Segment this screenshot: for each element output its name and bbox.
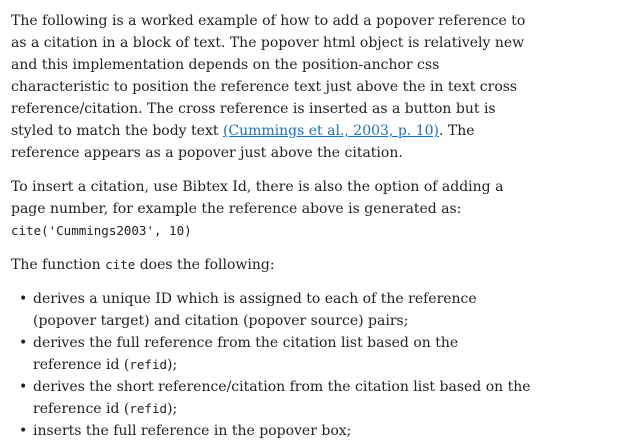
list-item (19, 420, 531, 442)
document-body (11, 10, 531, 442)
intro-paragraph (11, 10, 531, 164)
list-item-text-end: ); (167, 401, 178, 417)
bullet-icon: • (19, 335, 28, 351)
list-item-text: inserts the full reference in the popover box; (33, 423, 352, 439)
list-item-text: derives the full reference from the citation list based on the reference id ( (33, 335, 459, 373)
function-code: cite (105, 257, 136, 272)
usage-text: To insert a citation, use Bibtex Id, there is also the option of adding a page number, for example the reference above is generated as: (11, 179, 504, 217)
function-text-before: The function (11, 257, 106, 273)
citation-button[interactable]: (Cummings et al., 2003, p. 10) (223, 120, 439, 142)
bullet-icon: • (19, 291, 28, 307)
usage-paragraph (11, 176, 531, 242)
list-item-text: derives the short reference/citation from the citation list based on the reference id ( (33, 379, 531, 417)
list-item-text: derives a unique ID which is assigned to each of the reference (popover target) and citation (popover source) pairs; (33, 291, 477, 329)
function-text-after: does the following: (135, 257, 275, 273)
list-item-code: refid (129, 357, 168, 372)
intro-text-end: . The reference appears as a popover just above the citation. (11, 123, 475, 161)
bullet-icon: • (19, 423, 28, 439)
function-paragraph (11, 254, 531, 276)
intro-text: The following is a worked example of how to add a popover reference to as a citation in a block of text. The popover html object is relatively new and this implementation depends on the position-anchor css characteristic to position the reference text just above the in text cross reference/citation. The cross reference is inserted as a button but is styled to match the body text (11, 13, 526, 139)
usage-code: cite('Cummings2003', 10) (11, 223, 192, 238)
list-item-text-end: ); (167, 357, 178, 373)
list-item (19, 332, 531, 376)
list-item-code: refid (129, 401, 168, 416)
bullet-icon: • (19, 379, 28, 395)
list-item (19, 376, 531, 420)
list-item (19, 288, 531, 332)
function-steps-list (11, 288, 531, 442)
